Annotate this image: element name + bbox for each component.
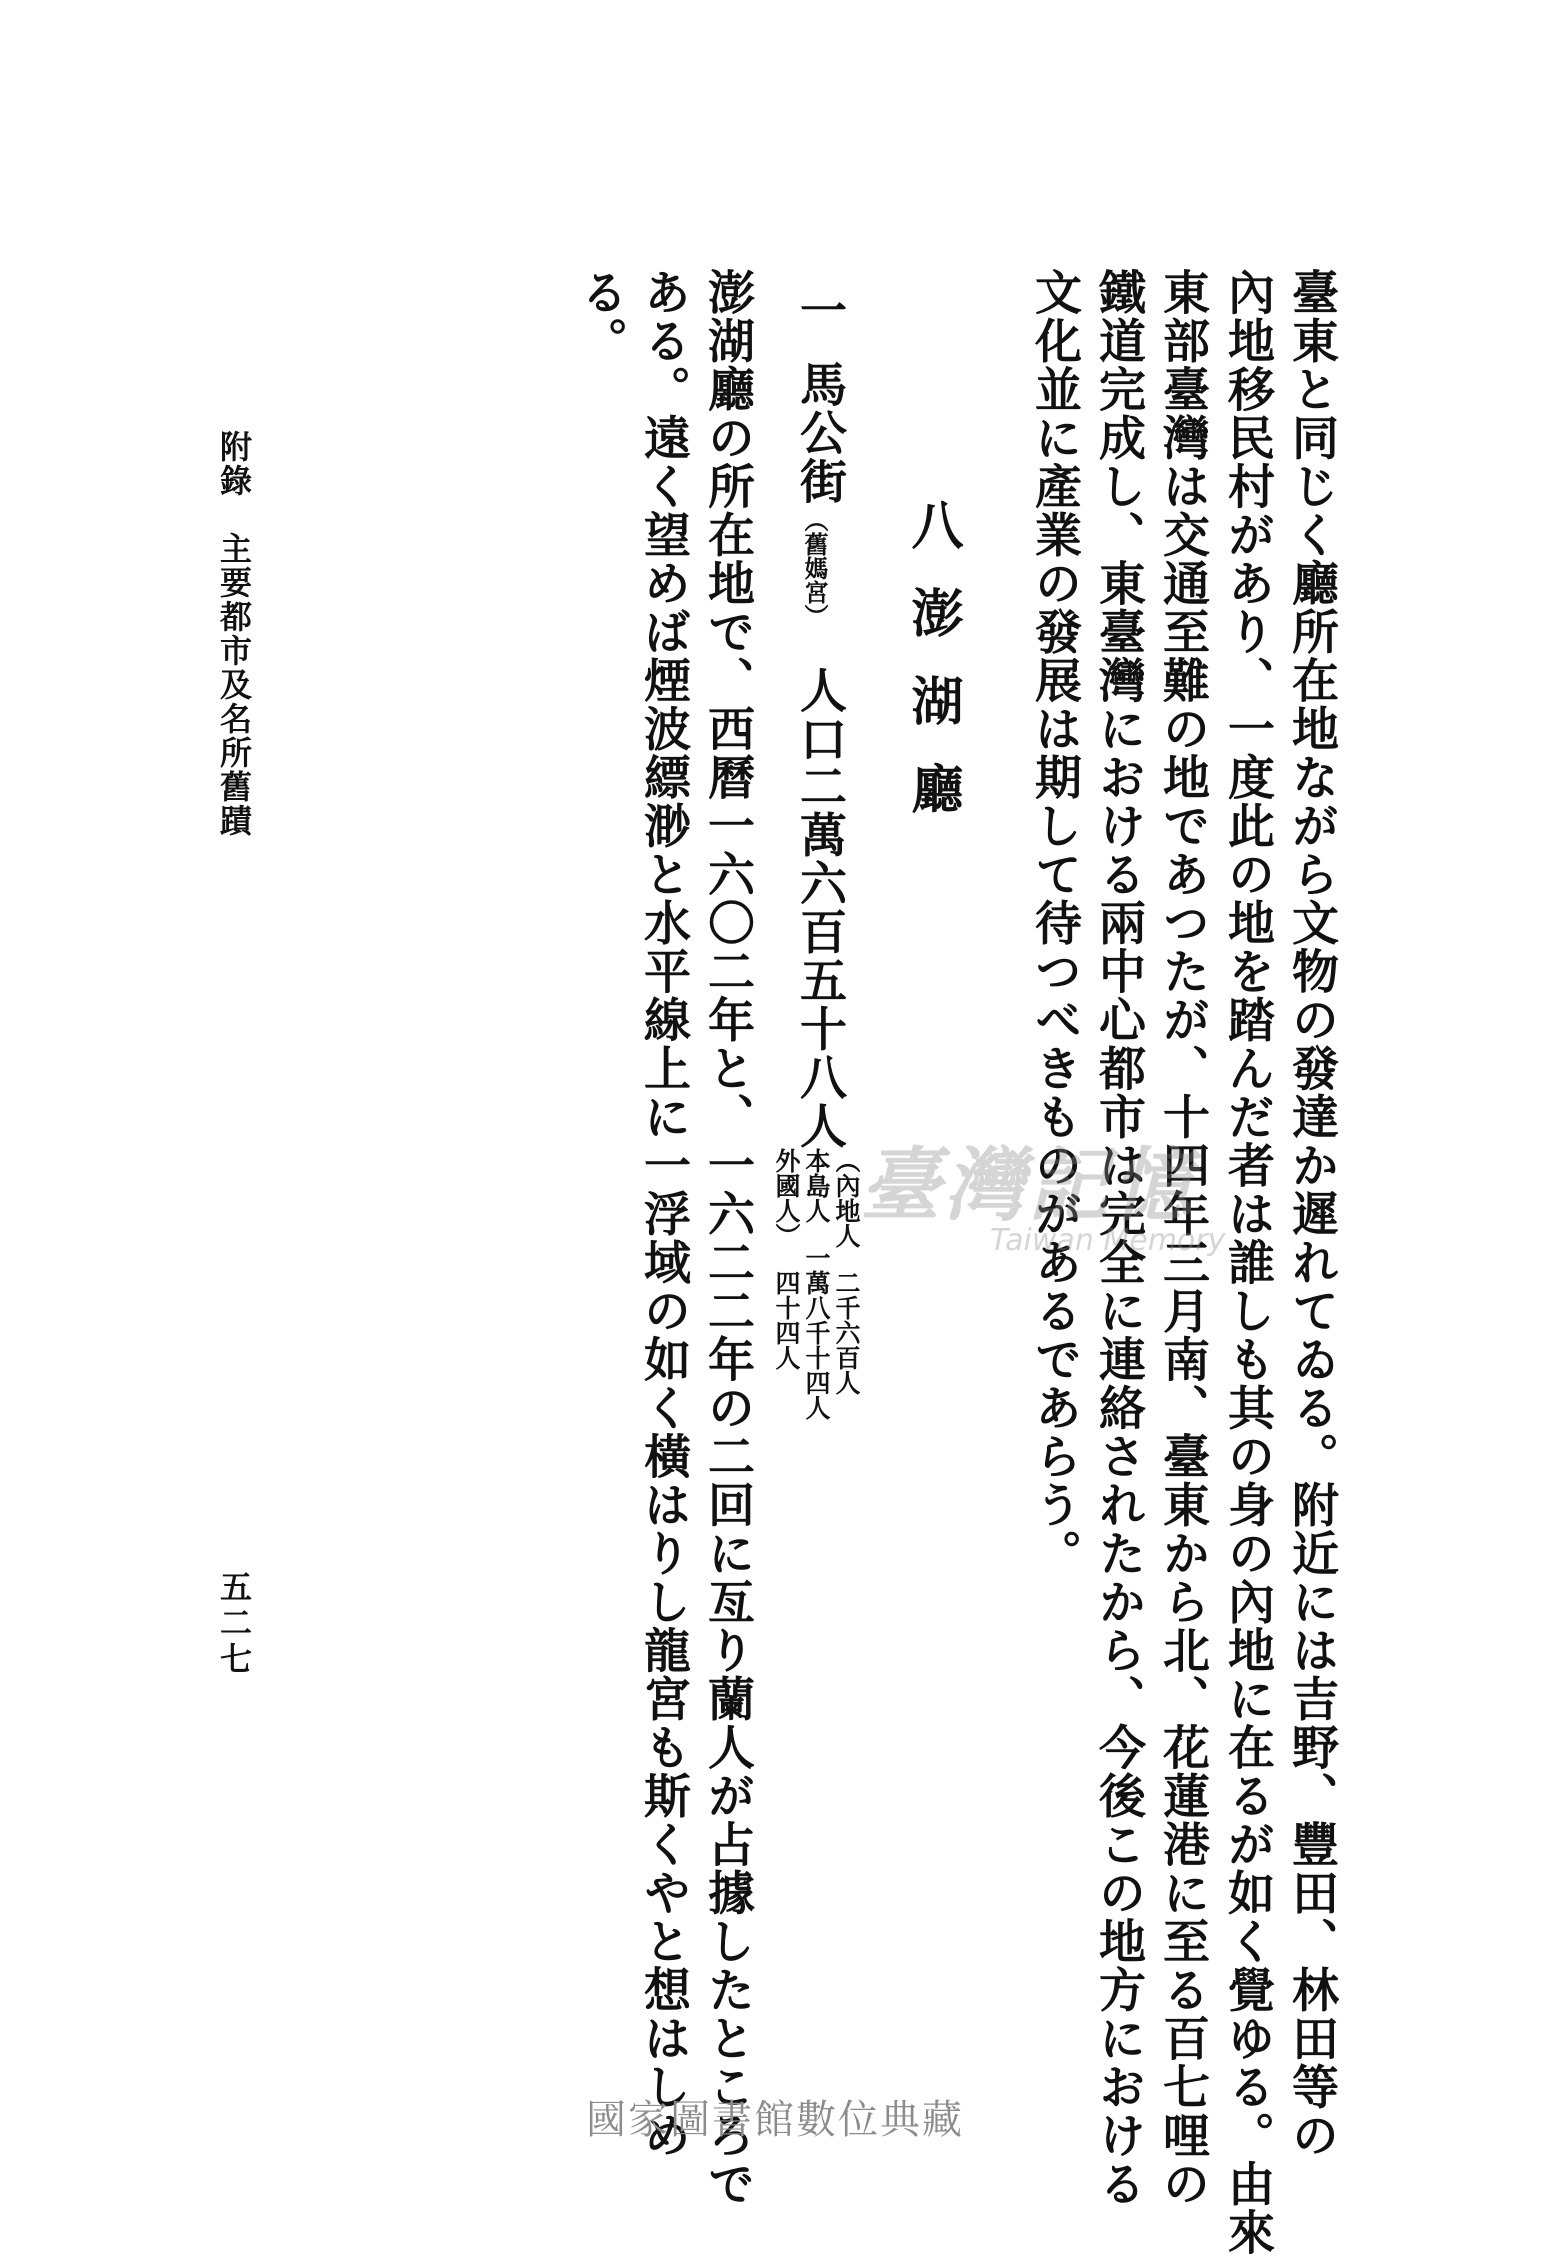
text-run: 東臺灣 (1091, 559, 1146, 705)
text-run: は交通至難の地であつたが、 (1155, 462, 1210, 1093)
breakdown-label: 外國人） (772, 1148, 801, 1248)
text-column-5 (1027, 268, 1082, 1578)
text-run: 臺東 (1284, 268, 1339, 365)
section-heading: 八澎湖廳 (902, 498, 963, 850)
text-column-1 (1284, 268, 1339, 2160)
entry-row (778, 268, 868, 1768)
text-run: 花蓮港 (1155, 1723, 1210, 1869)
breakdown-label: 本島人 (802, 1148, 831, 1223)
text-run: し、 (1091, 462, 1146, 559)
population-breakdown (770, 1148, 870, 1438)
text-run: は期して待つべきものがあるであらう。 (1027, 704, 1082, 1578)
breakdown-row-islanders (804, 1148, 829, 1420)
text-run: から北、 (1155, 1529, 1210, 1723)
entry-bullet: 一 (792, 286, 847, 333)
text-run: 兩中心都市 (1091, 898, 1146, 1141)
text-run: 附近 (1284, 1480, 1339, 1578)
text-column-9: る。 (573, 268, 628, 365)
text-run: 發達 (1284, 1044, 1339, 1141)
text-run: における (1091, 704, 1146, 899)
text-run: 吉野、豐田、林田等 (1284, 1674, 1339, 2111)
text-run: 地方 (1091, 1917, 1146, 2014)
watermark-subtitle: Taiwan Memory (990, 1223, 1226, 1258)
text-run: 內地移民村 (1220, 268, 1275, 511)
text-run: 產業 (1027, 462, 1082, 559)
watermark-text: 臺灣記憶 (860, 1138, 1196, 1232)
text-run: ながら (1284, 753, 1339, 899)
page-number: 五二七 (215, 1570, 253, 1678)
text-run: 百七哩 (1155, 2014, 1210, 2160)
text-run: における (1091, 2014, 1146, 2208)
text-run: 並に (1027, 365, 1082, 462)
text-run: の (1027, 559, 1082, 608)
text-run: か遲れてゐる。 (1284, 1141, 1339, 1481)
breakdown-value: 四十四人 (772, 1270, 801, 1370)
running-head: 附錄 主要都市及名所舊蹟 (215, 430, 253, 838)
text-run: 鐵道完成 (1091, 268, 1146, 462)
breakdown-row-foreigners (774, 1148, 799, 1370)
breakdown-row-mainland (834, 1148, 859, 1395)
text-run: 東部臺灣 (1155, 268, 1210, 462)
text-run: があり、一度此の地を踏んだ者は誰しも其の身の內地に在るが如く覺ゆる。由來 (1220, 510, 1275, 2257)
text-run: 廳所在地 (1284, 559, 1339, 753)
watermark-logo (860, 1138, 1240, 1265)
text-run: この (1091, 1820, 1146, 1917)
text-run: の (1284, 995, 1339, 1044)
text-column-7: 澎湖廳の所在地で、西曆一六〇二年と、一六二二年の二回に亙り蘭人が占據したところで (700, 268, 755, 2208)
breakdown-value: 一萬八千十四人 (802, 1245, 831, 1420)
text-run: 十四年三月南、臺東 (1155, 1092, 1210, 1529)
text-column-8: ある。遠く望めば煙波縹渺と水平線上に一浮域の如く橫はりし龍宮も斯くやと想はしめ (636, 268, 691, 2160)
text-run: 發展 (1027, 607, 1082, 705)
text-run: は完全に連絡されたから、 (1091, 1141, 1146, 1723)
entry-note: （舊媽宮） (800, 508, 829, 628)
text-run: の (1155, 2159, 1210, 2208)
text-run: 文化 (1027, 268, 1082, 365)
text-run: と同じく (1284, 365, 1339, 559)
entry-population-value: 二萬六百五十八人 (792, 762, 847, 1150)
text-run: 今後 (1091, 1723, 1146, 1820)
text-run: には (1284, 1577, 1339, 1675)
breakdown-label: （內地人 (832, 1148, 861, 1248)
text-run: 文物 (1284, 898, 1339, 996)
entry-population-label: 人口 (792, 666, 847, 763)
text-run: に至る (1155, 1868, 1210, 2014)
breakdown-value: 二千六百人 (832, 1270, 861, 1395)
text-run: の (1284, 2111, 1339, 2160)
entry-name: 馬公街 (792, 360, 847, 506)
footer-label: 國家圖書館數位典藏 (586, 2097, 964, 2143)
